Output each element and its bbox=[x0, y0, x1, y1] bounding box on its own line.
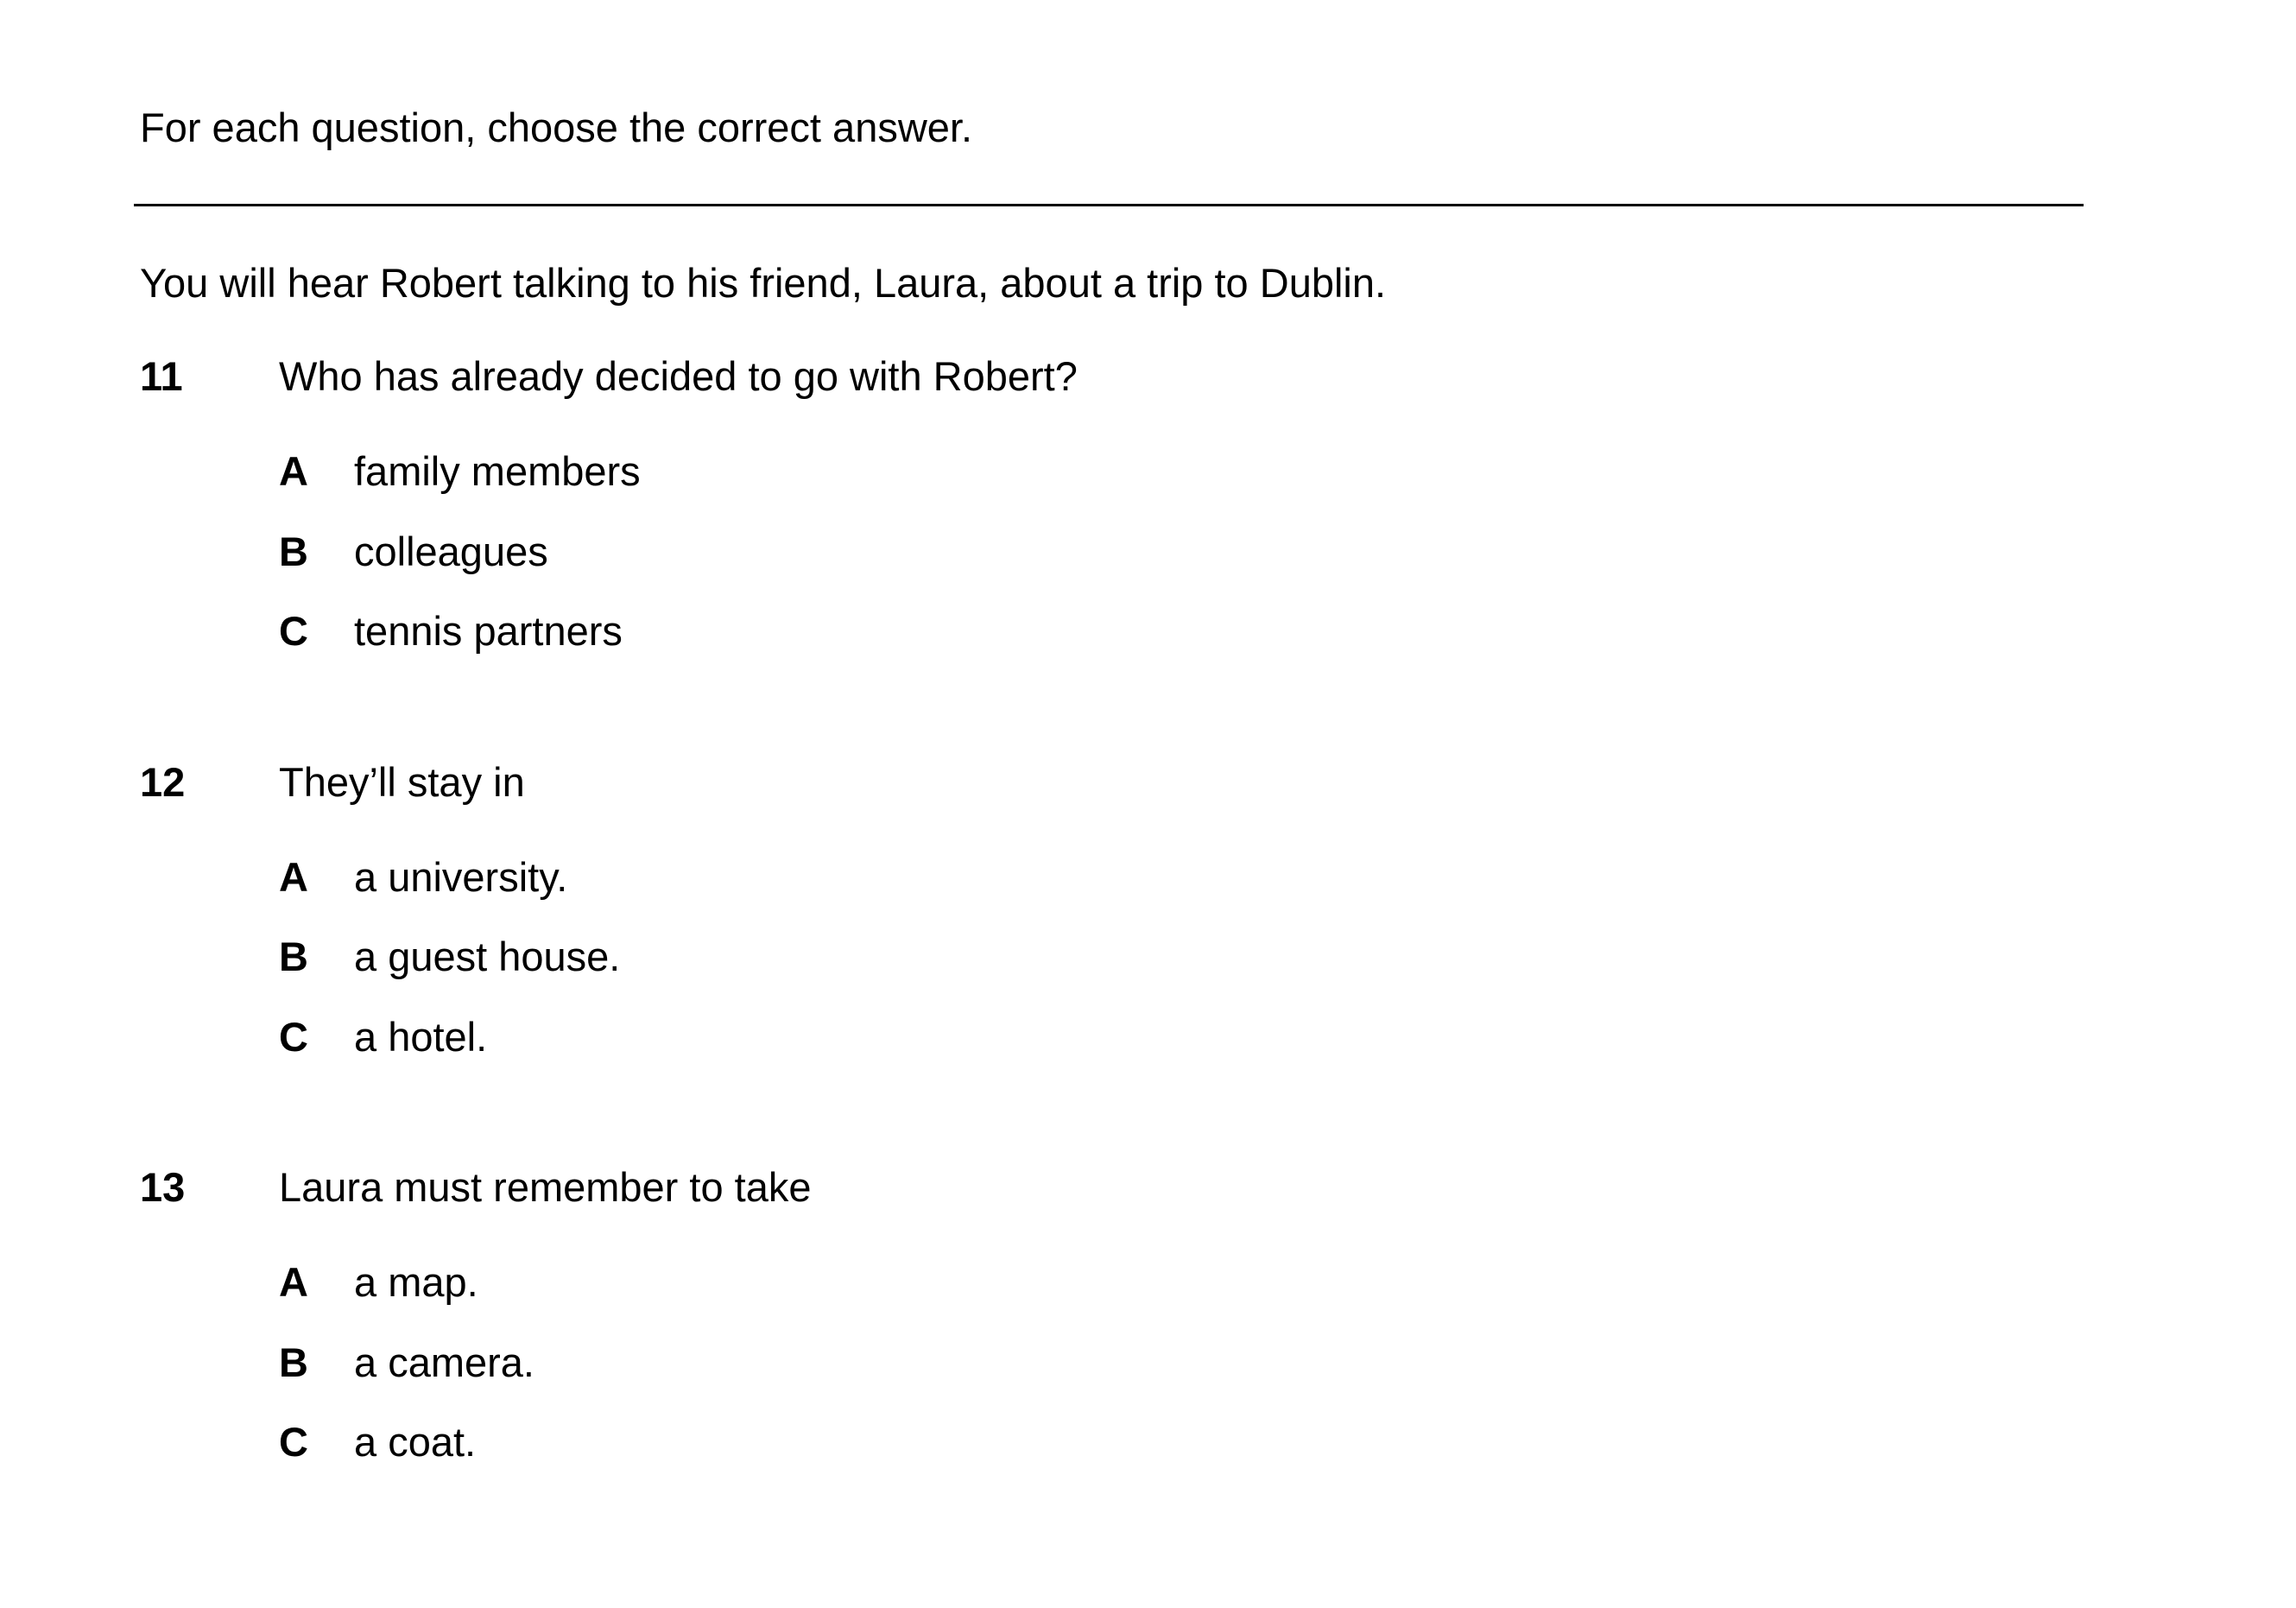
question-number: 13 bbox=[140, 1164, 186, 1210]
option-text: tennis partners bbox=[354, 608, 623, 654]
option-letter: C bbox=[279, 1419, 308, 1465]
question-number: 11 bbox=[140, 353, 183, 399]
question-text: Who has already decided to go with Robert? bbox=[279, 353, 1078, 399]
option-text: a hotel. bbox=[354, 1014, 488, 1060]
question-text: They’ll stay in bbox=[279, 759, 525, 805]
divider-line bbox=[134, 204, 2084, 206]
option-text: a coat. bbox=[354, 1419, 477, 1465]
option-letter: B bbox=[279, 1339, 308, 1385]
option-letter: B bbox=[279, 934, 308, 979]
option-letter: A bbox=[279, 1259, 308, 1305]
option-letter: C bbox=[279, 608, 308, 654]
option-letter: C bbox=[279, 1014, 308, 1060]
option-text: a guest house. bbox=[354, 934, 621, 979]
option-letter: A bbox=[279, 448, 308, 494]
option-text: a university. bbox=[354, 854, 568, 900]
option-text: a map. bbox=[354, 1259, 478, 1305]
option-text: a camera. bbox=[354, 1339, 534, 1385]
instruction-text: For each question, choose the correct answer. bbox=[140, 104, 973, 150]
question-number: 12 bbox=[140, 759, 186, 805]
listening-intro: You will hear Robert talking to his friend, Laura, about a trip to Dublin. bbox=[140, 260, 1387, 306]
option-letter: A bbox=[279, 854, 308, 900]
option-text: colleagues bbox=[354, 529, 548, 574]
option-text: family members bbox=[354, 448, 641, 494]
question-text: Laura must remember to take bbox=[279, 1164, 812, 1210]
option-letter: B bbox=[279, 529, 308, 574]
